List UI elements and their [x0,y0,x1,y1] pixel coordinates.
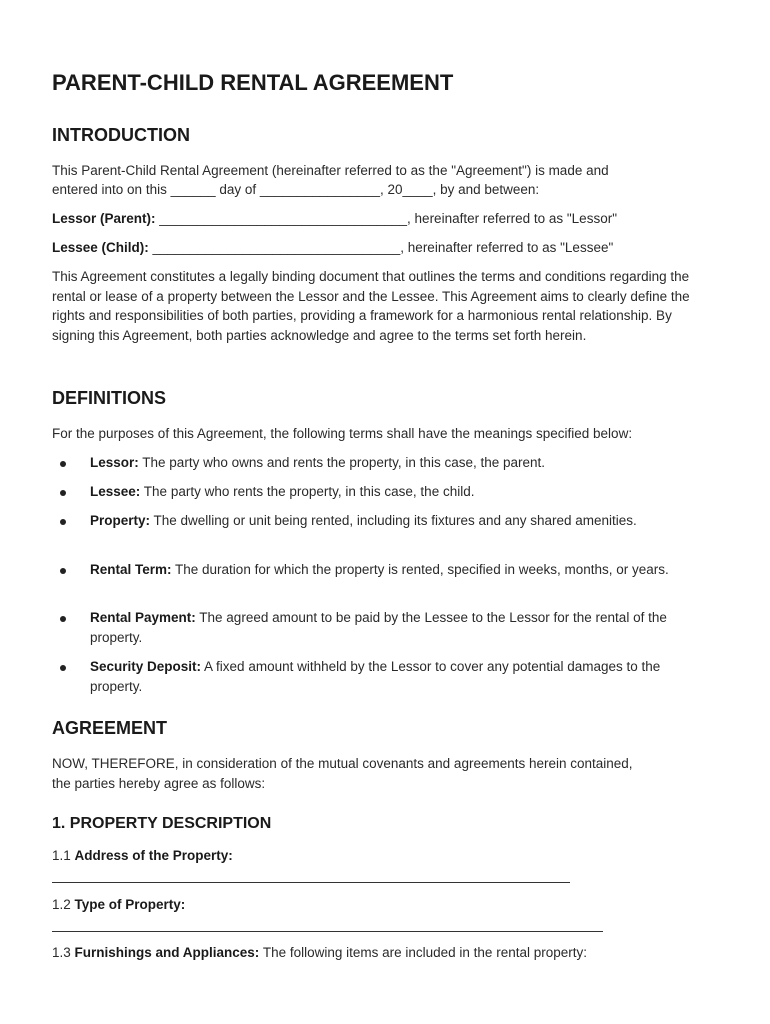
property-address-line [52,846,233,866]
definition-term: Security Deposit: [90,659,202,674]
introduction-heading: INTRODUCTION [52,125,190,145]
property-type-line [52,895,185,915]
intro-body: This Agreement constitutes a legally binding document that outlines the terms and conditions regarding the rental or lease of a property between the Lessor and the Lessee. This Agreement aims to clearly define the rights and responsibilities of both parties, providing a framework for a harmonious rental relationship. By signing this Agreement, both parties acknowledge and agree to the terms set forth herein. [52,269,690,343]
bullet-icon [60,568,66,574]
definition-text: A fixed amount withheld by the Lessor to cover any potential damages to the property. [90,659,661,694]
lessor-line [52,209,617,229]
definition-text: The duration for which the property is rented, specified in weeks, months, or years. [171,562,669,577]
definition-lessee [90,482,720,502]
type-blank-line [52,931,603,932]
lessor-blank: _________________________________, hereinafter referred to as "Lessor" [155,211,617,226]
property-address-label: Address of the Property: [74,848,233,863]
furnishings-line [52,943,587,963]
definition-text: The dwelling or unit being rented, including its fixtures and any shared amenities. [150,513,637,528]
bullet-icon [60,665,66,671]
agreement-heading: AGREEMENT [52,718,168,738]
definition-term: Lessor: [90,455,139,470]
definition-rental-term [90,560,715,580]
intro-opening-line-1: This Parent-Child Rental Agreement (hereinafter referred to as the "Agreement") is made and [52,163,609,178]
definition-lessor [90,453,720,473]
lessee-blank: _________________________________, hereinafter referred to as "Lessee" [148,240,614,255]
item-text: The following items are included in the rental property: [259,945,587,960]
definitions-intro: For the purposes of this Agreement, the following terms shall have the meanings specified below: [52,426,633,441]
lessee-line [52,238,613,258]
item-number: 1.1 [52,848,75,863]
definition-text: The party who rents the property, in this case, the child. [140,484,475,499]
property-description-heading: 1. PROPERTY DESCRIPTION [52,815,272,832]
definition-term: Rental Payment: [90,610,196,625]
definition-property [90,511,650,531]
agreement-body: NOW, THEREFORE, in consideration of the mutual covenants and agreements herein contained, the parties hereby agree as follows: [52,756,633,791]
bullet-icon [60,461,66,467]
bullet-icon [60,519,66,525]
definitions-heading: DEFINITIONS [52,388,167,408]
definition-term: Lessee: [90,484,141,499]
bullet-icon [60,616,66,622]
item-number: 1.3 [52,945,75,960]
definition-text: The party who owns and rents the property, in this case, the parent. [138,455,546,470]
definition-security-deposit [90,657,710,696]
property-type-label: Type of Property: [74,897,186,912]
definition-term: Rental Term: [90,562,172,577]
definition-rental-payment [90,608,718,647]
intro-opening-line-2: entered into on this ______ day of ________________, 20____, by and between: [52,182,540,197]
lessee-label: Lessee (Child): [52,240,149,255]
lessor-label: Lessor (Parent): [52,211,156,226]
item-number: 1.2 [52,897,75,912]
bullet-icon [60,490,66,496]
address-blank-line [52,882,570,883]
furnishings-label: Furnishings and Appliances: [74,945,260,960]
document-title: PARENT-CHILD RENTAL AGREEMENT [52,70,454,95]
definition-text: The agreed amount to be paid by the Lessee to the Lessor for the rental of the property. [90,610,667,645]
definition-term: Property: [90,513,151,528]
